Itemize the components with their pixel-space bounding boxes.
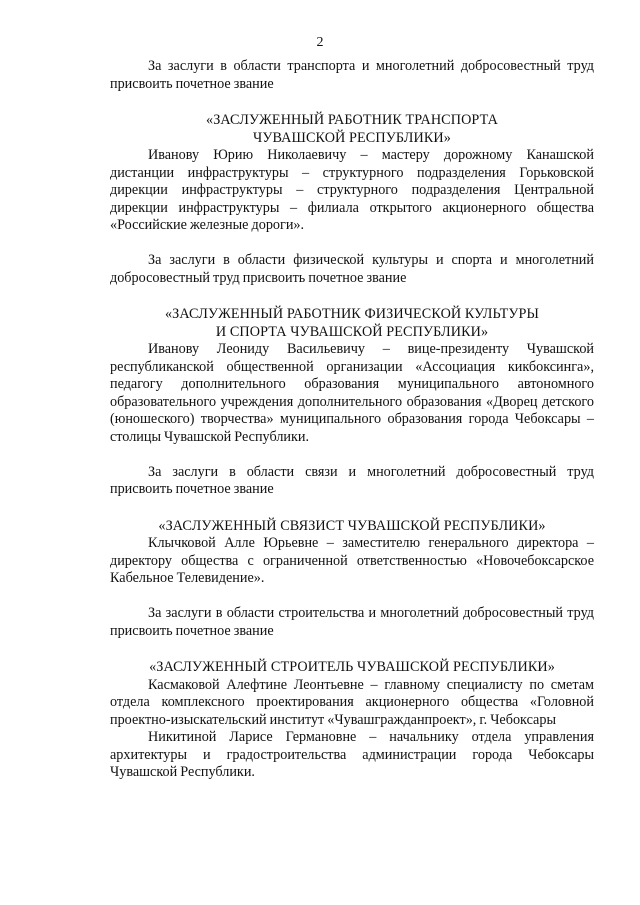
award-title-line: «ЗАСЛУЖЕННЫЙ РАБОТНИК ТРАНСПОРТА <box>206 112 498 128</box>
awardee-entry: Никитиной Ларисе Германовне – начальнику отдела управления архитектуры и градостроительства администрации города Чебоксары Чувашской Республики. <box>110 729 594 780</box>
awardee-entry: Клычковой Алле Юрьевне – заместителю генерального директора – директору общества с ограниченной ответственностью «Новочебоксарское Кабельное Телевидение». <box>110 535 594 586</box>
section-construction <box>110 605 594 782</box>
section-communications <box>110 464 594 588</box>
page-number: 2 <box>316 35 324 50</box>
section-intro: За заслуги в области строительства и многолетний добросовестный труд присвоить почетное звание <box>110 605 594 639</box>
document-body <box>110 58 594 782</box>
award-title-line: «ЗАСЛУЖЕННЫЙ СТРОИТЕЛЬ ЧУВАШСКОЙ РЕСПУБЛИКИ» <box>149 659 555 675</box>
section-intro: За заслуги в области связи и многолетний добросовестный труд присвоить почетное звание <box>110 463 594 497</box>
award-title-line: «ЗАСЛУЖЕННЫЙ СВЯЗИСТ ЧУВАШСКОЙ РЕСПУБЛИКИ» <box>158 517 546 534</box>
award-title-line: ЧУВАШСКОЙ РЕСПУБЛИКИ» <box>253 129 451 146</box>
section-intro: За заслуги в области транспорта и многолетний добросовестный труд присвоить почетное звание <box>110 58 594 92</box>
awardee-entry: Иванову Леониду Васильевичу – вице-президенту Чувашской республиканской общественной организации «Ассоциация кикбоксинга», педагогу дополнительного образования муниципального автономного образовательного учреждения дополнительного образования «Дворец детского (юношеского) творчества» муниципального образования города Чебоксары – столицы Чувашской Республики. <box>110 341 594 445</box>
section-transport <box>110 58 594 235</box>
section-sports <box>110 252 594 446</box>
award-title-line: И СПОРТА ЧУВАШСКОЙ РЕСПУБЛИКИ» <box>215 323 489 340</box>
section-intro: За заслуги в области физической культуры и спорта и многолетний добросовестный труд присвоить почетное звание <box>110 252 594 286</box>
awardee-entry: Касмаковой Алефтине Леонтьевне – главному специалисту по сметам отдела комплексного проектирования акционерного общества «Головной проектно-изыскательский институт «Чувашгражданпроект», г. Чебоксары <box>110 676 594 728</box>
awardee-entry: Иванову Юрию Николаевичу – мастеру дорожному Канашской дистанции инфраструктуры – структурного подразделения Горьковской дирекции инфраструктуры – структурного подразделения Центральной дирекции инфраструктуры – филиала открытого акционерного общества «Российские железные дороги». <box>110 147 594 233</box>
award-title-line: «ЗАСЛУЖЕННЫЙ РАБОТНИК ФИЗИЧЕСКОЙ КУЛЬТУРЫ <box>164 306 540 322</box>
